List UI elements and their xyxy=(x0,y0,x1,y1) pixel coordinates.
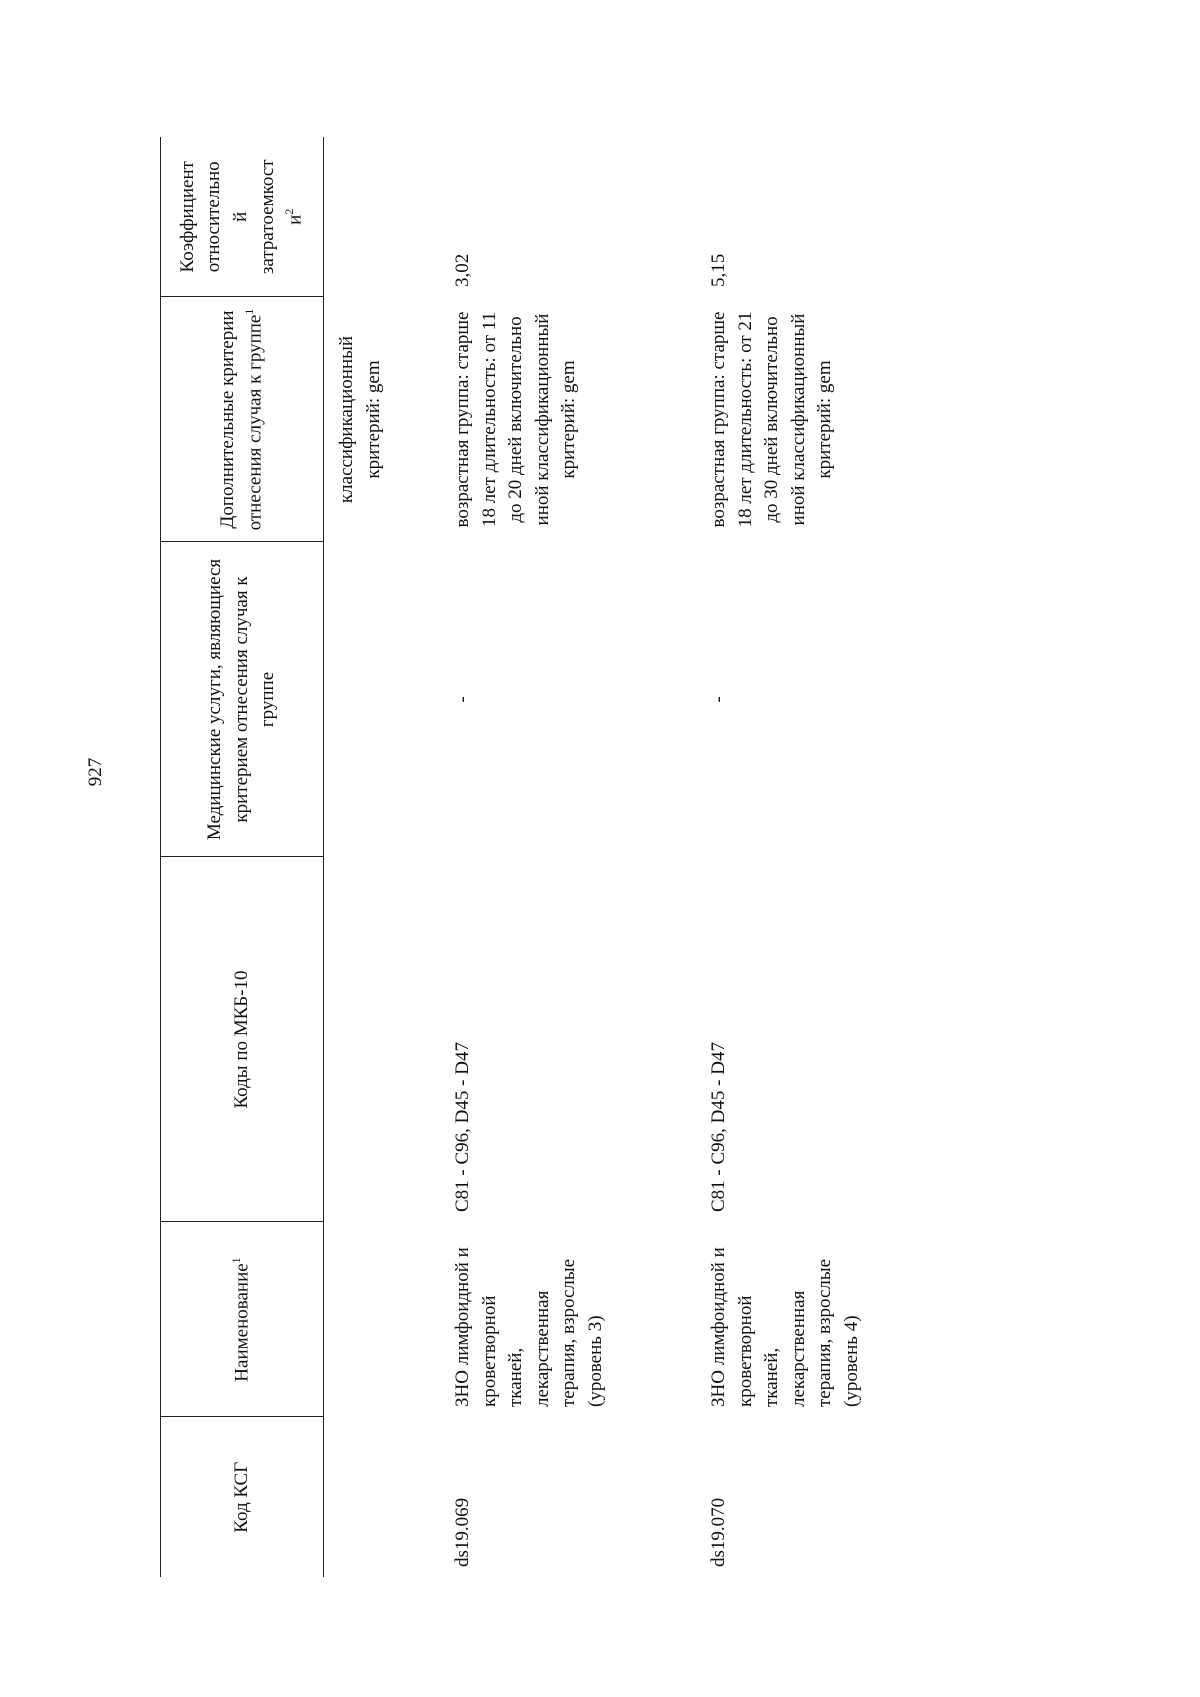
table-row xyxy=(696,137,952,1577)
header-code: Код КСГ xyxy=(230,1461,252,1533)
cell-services: - xyxy=(452,696,473,703)
cell-criteria: возрастная группа: старше 18 лет длительность: от 11 до 20 дней включительно иной классификационный критерий: gem xyxy=(452,311,580,528)
header-services: Медицинские услуги, являющиеся критерием отнесения случая к группе xyxy=(161,542,324,857)
table-row-continuation xyxy=(324,137,441,1577)
cell-code: ds19.069 xyxy=(452,1497,473,1567)
cell-icd: C81 - C96, D45 - D47 xyxy=(708,1042,729,1212)
cell-criteria: классификационный критерий: gem xyxy=(336,335,384,504)
cell-coefficient: 3,02 xyxy=(452,253,473,287)
cell-coefficient: 5,15 xyxy=(708,253,729,287)
ksg-table xyxy=(160,137,952,1577)
header-coefficient: Коэффициент относительно й затратоемкост $и^2$ xyxy=(161,137,324,297)
header-icd: Коды по МКБ-10 xyxy=(161,857,324,1222)
cell-name: ЗНО лимфоидной и кроветворной тканей, лекарственная терапия, взрослые (уровень 4) xyxy=(708,1247,862,1407)
cell-criteria: возрастная группа: старше 18 лет длительность: от 21 до 30 дней включительно иной классификационный критерий: gem xyxy=(708,311,836,528)
cell-services: - xyxy=(708,696,729,703)
table-row xyxy=(440,137,696,1577)
header-name: Наименование$^1$ xyxy=(161,1222,324,1417)
cell-code: ds19.070 xyxy=(708,1497,729,1567)
cell-name: ЗНО лимфоидной и кроветворной тканей, лекарственная терапия, взрослые (уровень 3) xyxy=(452,1247,606,1407)
page-number: 927 xyxy=(85,757,106,787)
cell-icd: C81 - C96, D45 - D47 xyxy=(452,1042,473,1212)
header-criteria: Дополнительные критерии отнесения случая к группе$^1$ xyxy=(161,297,324,542)
table-header-row xyxy=(161,137,324,1577)
